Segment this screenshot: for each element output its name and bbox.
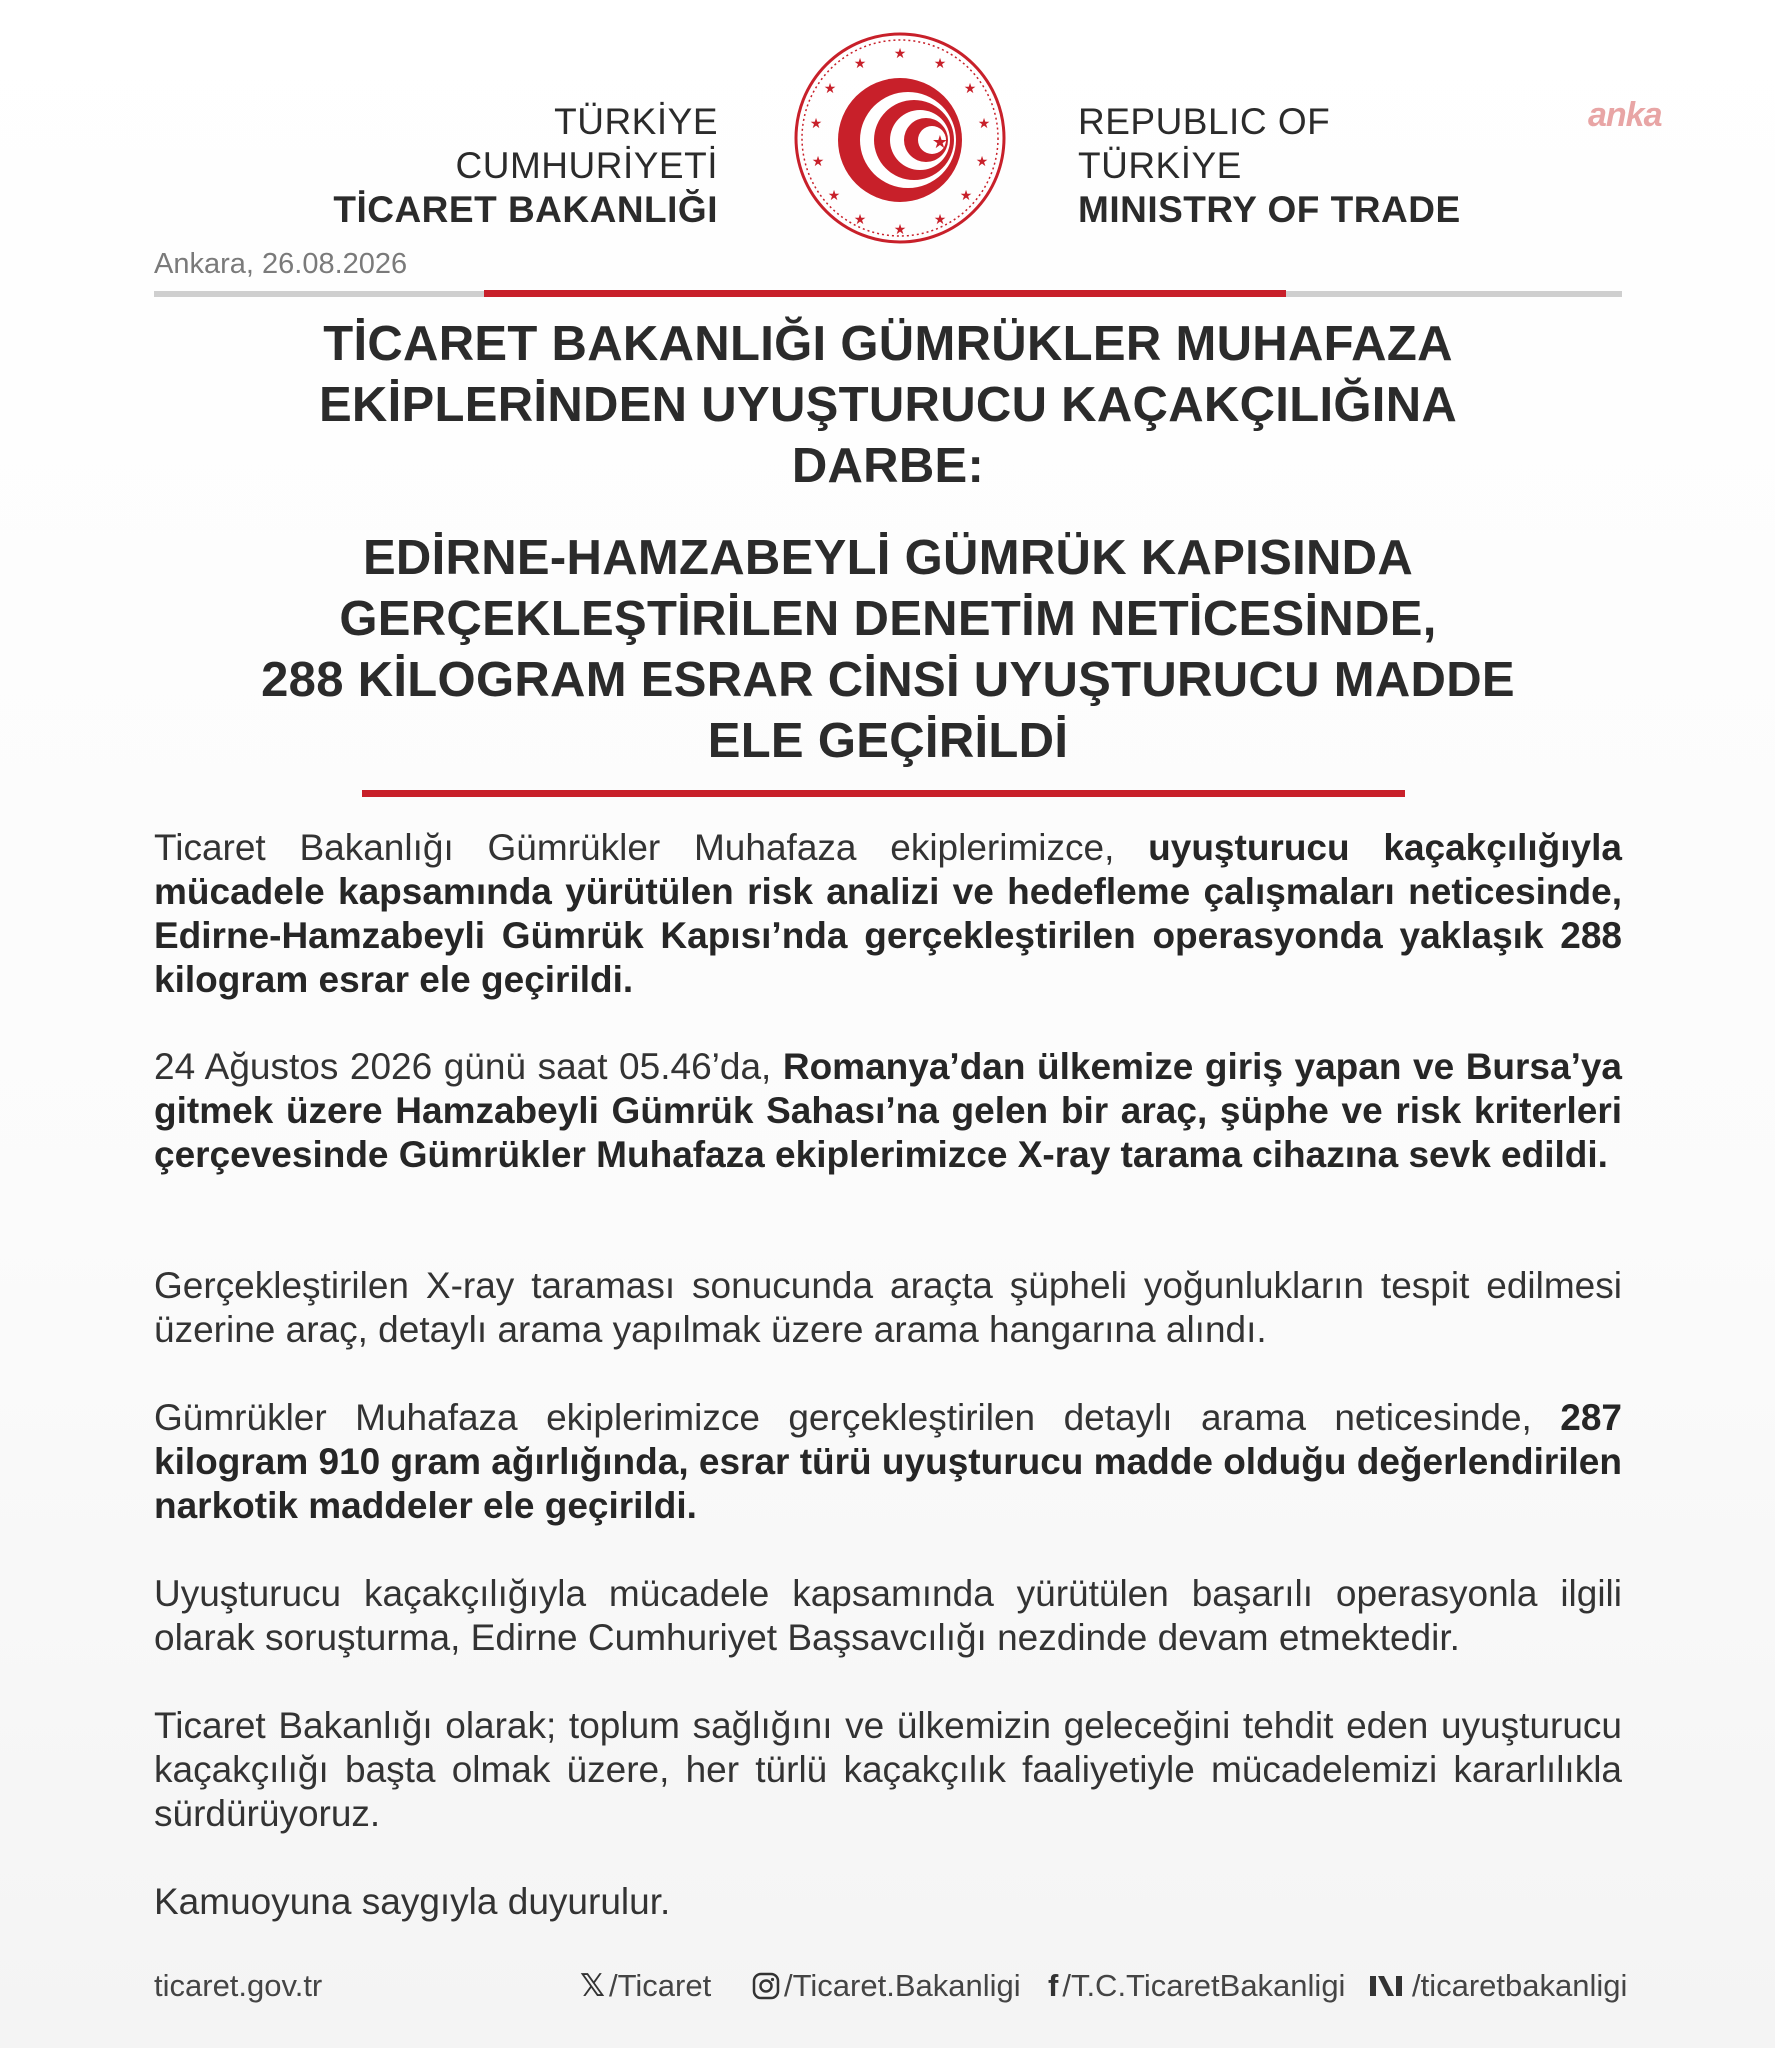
svg-text:★: ★ (893, 221, 907, 237)
headline-line3: DARBE: (791, 439, 985, 493)
footer-nsosyal-link[interactable] (1368, 1968, 1627, 2004)
header-left-line2: TİCARET BAKANLIĞI (333, 189, 718, 230)
svg-text:★: ★ (853, 211, 867, 227)
header-right-line1: REPUBLIC OF TÜRKİYE (1078, 101, 1331, 186)
paragraph-2-bold: Romanya’dan ülkemize giriş yapan ve Bursa’ya gitmek üzere Hamzabeyli Gümrük Sahası’na gelen bir araç, şüphe ve risk kriterleri çerçevesinde Gümrükler Muhafaza ekiplerimizce X-ray tarama cihazına sevk edildi. (154, 1046, 1623, 1175)
subheadline-line2: GERÇEKLEŞTİRİLEN DENETİM NETİCESİNDE, (339, 592, 1437, 646)
headline (154, 314, 1622, 497)
svg-text:★: ★ (933, 211, 947, 227)
footer-nsosyal-handle: /ticaretbakanligi (1412, 1968, 1628, 2003)
svg-text:★: ★ (975, 153, 989, 169)
svg-text:★: ★ (963, 80, 977, 96)
svg-text:★: ★ (933, 55, 947, 71)
paragraph-2 (154, 1045, 1622, 1177)
nsosyal-icon (1368, 1972, 1408, 2000)
footer-facebook-handle: /T.C.TicaretBakanligi (1062, 1968, 1346, 2003)
footer-x-link[interactable] (580, 1968, 711, 2004)
subheadline-line3: 288 KİLOGRAM ESRAR CİNSİ UYUŞTURUCU MADDE (261, 653, 1515, 707)
paragraph-1 (154, 826, 1622, 1002)
paragraph-4-normal: Gümrükler Muhafaza ekiplerimizce gerçekleştirilen detaylı arama neticesinde, (154, 1397, 1561, 1438)
instagram-icon (752, 1972, 780, 2000)
header-right-line2: MINISTRY OF TRADE (1078, 189, 1461, 230)
footer-instagram-handle: /Ticaret.Bakanligi (784, 1968, 1021, 2003)
subheadline-line4: ELE GEÇİRİLDİ (707, 714, 1069, 768)
footer-facebook-link[interactable] (1048, 1968, 1345, 2004)
header-left (300, 100, 718, 232)
header-left-line1: TÜRKİYE CUMHURİYETİ (455, 101, 718, 186)
paragraph-4 (154, 1396, 1622, 1528)
svg-text:★: ★ (823, 80, 837, 96)
header-right (1078, 100, 1498, 232)
svg-text:★: ★ (959, 187, 973, 203)
paragraph-6: Ticaret Bakanlığı olarak; toplum sağlığını ve ülkemizin geleceğini tehdit eden uyuşturucu kaçakçılığı başta olmak üzere, her türlü kaçakçılık faaliyetiyle mücadelemizi kararlılıkla sürdürüyoruz. (154, 1705, 1622, 1834)
svg-text:★: ★ (809, 115, 823, 131)
divider-red-top (484, 290, 1286, 297)
footer-instagram-link[interactable] (752, 1968, 1021, 2004)
paragraph-3: Gerçekleştirilen X-ray taraması sonucunda araçta şüpheli yoğunlukların tespit edilmesi üzerine araç, detaylı arama yapılmak üzere arama hangarına alındı. (154, 1265, 1622, 1350)
svg-text:★: ★ (827, 187, 841, 203)
paragraph-1-normal: Ticaret Bakanlığı Gümrükler Muhafaza ekiplerimizce, (154, 827, 1149, 868)
svg-text:★: ★ (893, 45, 907, 61)
paragraph-2-normal: 24 Ağustos 2026 günü saat 05.46’da, (154, 1046, 783, 1087)
footer-website-link[interactable]: ticaret.gov.tr (154, 1968, 323, 2003)
x-icon: 𝕏 (580, 1968, 605, 2003)
svg-text:★: ★ (931, 132, 949, 152)
svg-text:★: ★ (811, 153, 825, 169)
svg-text:★: ★ (977, 115, 991, 131)
headline-line1: TİCARET BAKANLIĞI GÜMRÜKLER MUHAFAZA (323, 317, 1453, 371)
date-line: Ankara, 26.08.2026 (154, 248, 408, 280)
ministry-seal-icon (790, 28, 1010, 248)
paragraph-1-bold: uyuşturucu kaçakçılığıyla mücadele kapsamında yürütülen risk analizi ve hedefleme çalışmaları neticesinde, Edirne-Hamzabeyli Gümrük Kapısı’nda gerçekleştirilen operasyonda yaklaşık 288 kilogram esrar ele geçirildi. (154, 827, 1622, 1000)
paragraph-5: Uyuşturucu kaçakçılığıyla mücadele kapsamında yürütülen başarılı operasyonla ilgili olarak soruşturma, Edirne Cumhuriyet Başsavcılığı nezdinde devam etmektedir. (154, 1573, 1622, 1658)
svg-text:★: ★ (853, 55, 867, 71)
watermark-logo: anka (1588, 96, 1662, 134)
paragraph-7: Kamuoyuna saygıyla duyurulur. (154, 1881, 671, 1922)
divider-red-bottom (362, 790, 1405, 797)
footer-x-handle: /Ticaret (608, 1968, 712, 2003)
facebook-icon: f (1048, 1968, 1059, 2003)
paragraph-4-bold: 287 kilogram 910 gram ağırlığında, esrar türü uyuşturucu madde olduğu değerlendirilen narkotik maddeler ele geçirildi. (154, 1397, 1622, 1526)
subheadline-line1: EDİRNE-HAMZABEYLİ GÜMRÜK KAPISINDA (362, 531, 1414, 585)
subheadline (154, 528, 1622, 772)
headline-line2: EKİPLERİNDEN UYUŞTURUCU KAÇAKÇILIĞINA (318, 378, 1458, 432)
